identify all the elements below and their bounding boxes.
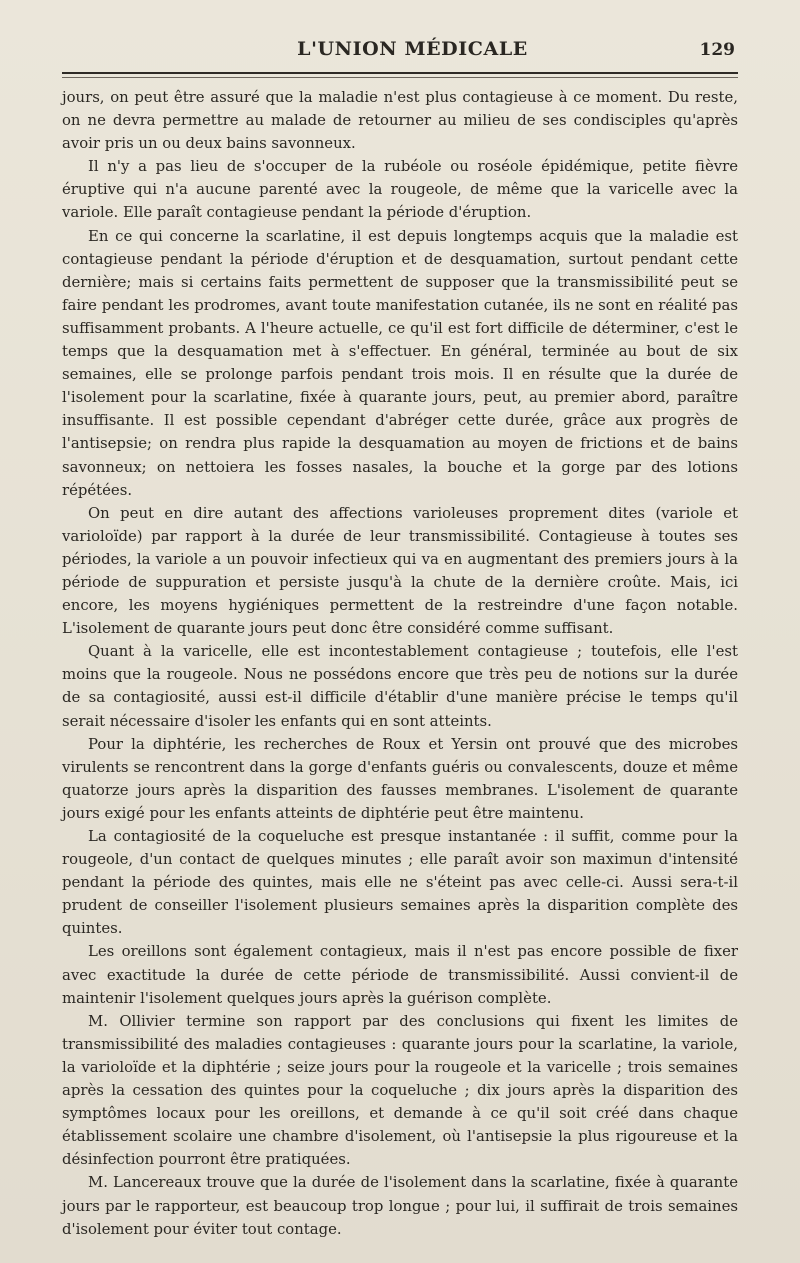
paragraph: La contagiosité de la coqueluche est presque instantanée : il suffit, comme pour la rougeole, d'un contact de quelques minutes ; elle paraît avoir son maximun d'intensité pendant la période des quintes, mais elle ne s'éteint pas avec celle-ci. Aussi sera-t-il prudent de conseiller l'isolement plusieurs semaines après la disparition complète des quintes. <box>62 827 738 938</box>
paragraph: M. Lancereaux trouve que la durée de l'isolement dans la scarlatine, fixée à quarante jours par le rapporteur, est beaucoup trop longue ; pour lui, il suffirait de trois semaines d'isolement pour éviter tout contage. <box>62 1173 738 1238</box>
paragraph: Quant à la varicelle, elle est incontestablement contagieuse ; toutefois, elle l'est moins que la rougeole. Nous ne possédons encore que très peu de notions sur la durée de sa contagiosité, aussi est-il difficile d'établir d'une manière précise le temps qu'il serait nécessaire d'isoler les enfants qui en sont atteints. <box>62 642 738 730</box>
paragraph: M. Ollivier termine son rapport par des conclusions qui fixent les limites de transmissibilité des maladies contagieuses : quarante jours pour la scarlatine, la variole, la varioloïde et la diphtérie ; seize jours pour la rougeole et la varicelle ; trois semaines après la cessation des quintes pour la coqueluche ; dix jours après la disparition des symptômes locaux pour les oreillons, et demande à ce qu'il soit créé dans chaque établissement scolaire une chambre d'isolement, où l'antisepsie la plus rigoureuse et la désinfection pourront être pratiquées. <box>62 1011 738 1169</box>
paragraph: En ce qui concerne la scarlatine, il est depuis longtemps acquis que la maladie est contagieuse pendant la période d'éruption et de desquamation, surtout pendant cette dernière; mais si certains faits permettent de supposer que la transmissibilité peut se faire pendant les prodromes, avant toute manifestation cutanée, ils ne sont en réalité pas suffisamment probants. A l'heure actuelle, ce qu'il est fort difficile de déterminer, c'est le temps que la desquamation met à s'effectuer. En général, terminée au bout de six semaines, elle se prolonge parfois pendant trois mois. Il en résulte que la durée de l'isolement pour la scarlatine, fixée à quarante jours, peut, au premier abord, paraître insuffisante. Il est possible cependant d'abréger cette durée, grâce aux progrès de l'antisepsie; on rendra plus rapide la desquamation au moyen de frictions et de bains savonneux; on nettoiera les fosses nasales, la bouche et la gorge par des lotions répétées. <box>62 226 738 499</box>
running-title: L'UNION MÉDICALE <box>297 38 528 60</box>
body-text <box>62 86 738 1241</box>
header-rule <box>62 72 738 74</box>
header-rule-thin <box>62 77 738 78</box>
page-number: 129 <box>699 40 735 60</box>
page-header <box>70 38 735 66</box>
paragraph: jours, on peut être assuré que la maladie n'est plus contagieuse à ce moment. Du reste, on ne devra permettre au malade de retourner au milieu de ses condisciples qu'après avoir pris un ou deux bains savonneux. <box>62 88 738 153</box>
paragraph: Les oreillons sont également contagieux, mais il n'est pas encore possible de fixer avec exactitude la durée de cette période de transmissibilité. Aussi convient-il de maintenir l'isolement quelques jours après la guérison complète. <box>62 942 738 1007</box>
paragraph: Pour la diphtérie, les recherches de Roux et Yersin ont prouvé que des microbes virulents se rencontrent dans la gorge d'enfants guéris ou convalescents, douze et même quatorze jours après la disparition des fausses membranes. L'isolement de quarante jours exigé pour les enfants atteints de diphtérie peut être maintenu. <box>62 734 738 822</box>
paragraph: On peut en dire autant des affections varioleuses proprement dites (variole et varioloïde) par rapport à la durée de leur transmissibilité. Contagieuse à toutes ses périodes, la variole a un pouvoir infectieux qui va en augmentant des premiers jours à la période de suppuration et persiste jusqu'à la chute de la dernière croûte. Mais, ici encore, les moyens hygiéniques permettent de la restreindre d'une façon notable. L'isolement de quarante jours peut donc être considéré comme suffisant. <box>62 503 738 638</box>
paragraph: Il n'y a pas lieu de s'occuper de la rubéole ou roséole épidémique, petite fièvre éruptive qui n'a aucune parenté avec la rougeole, de même que la varicelle avec la variole. Elle paraît contagieuse pendant la période d'éruption. <box>62 157 738 222</box>
